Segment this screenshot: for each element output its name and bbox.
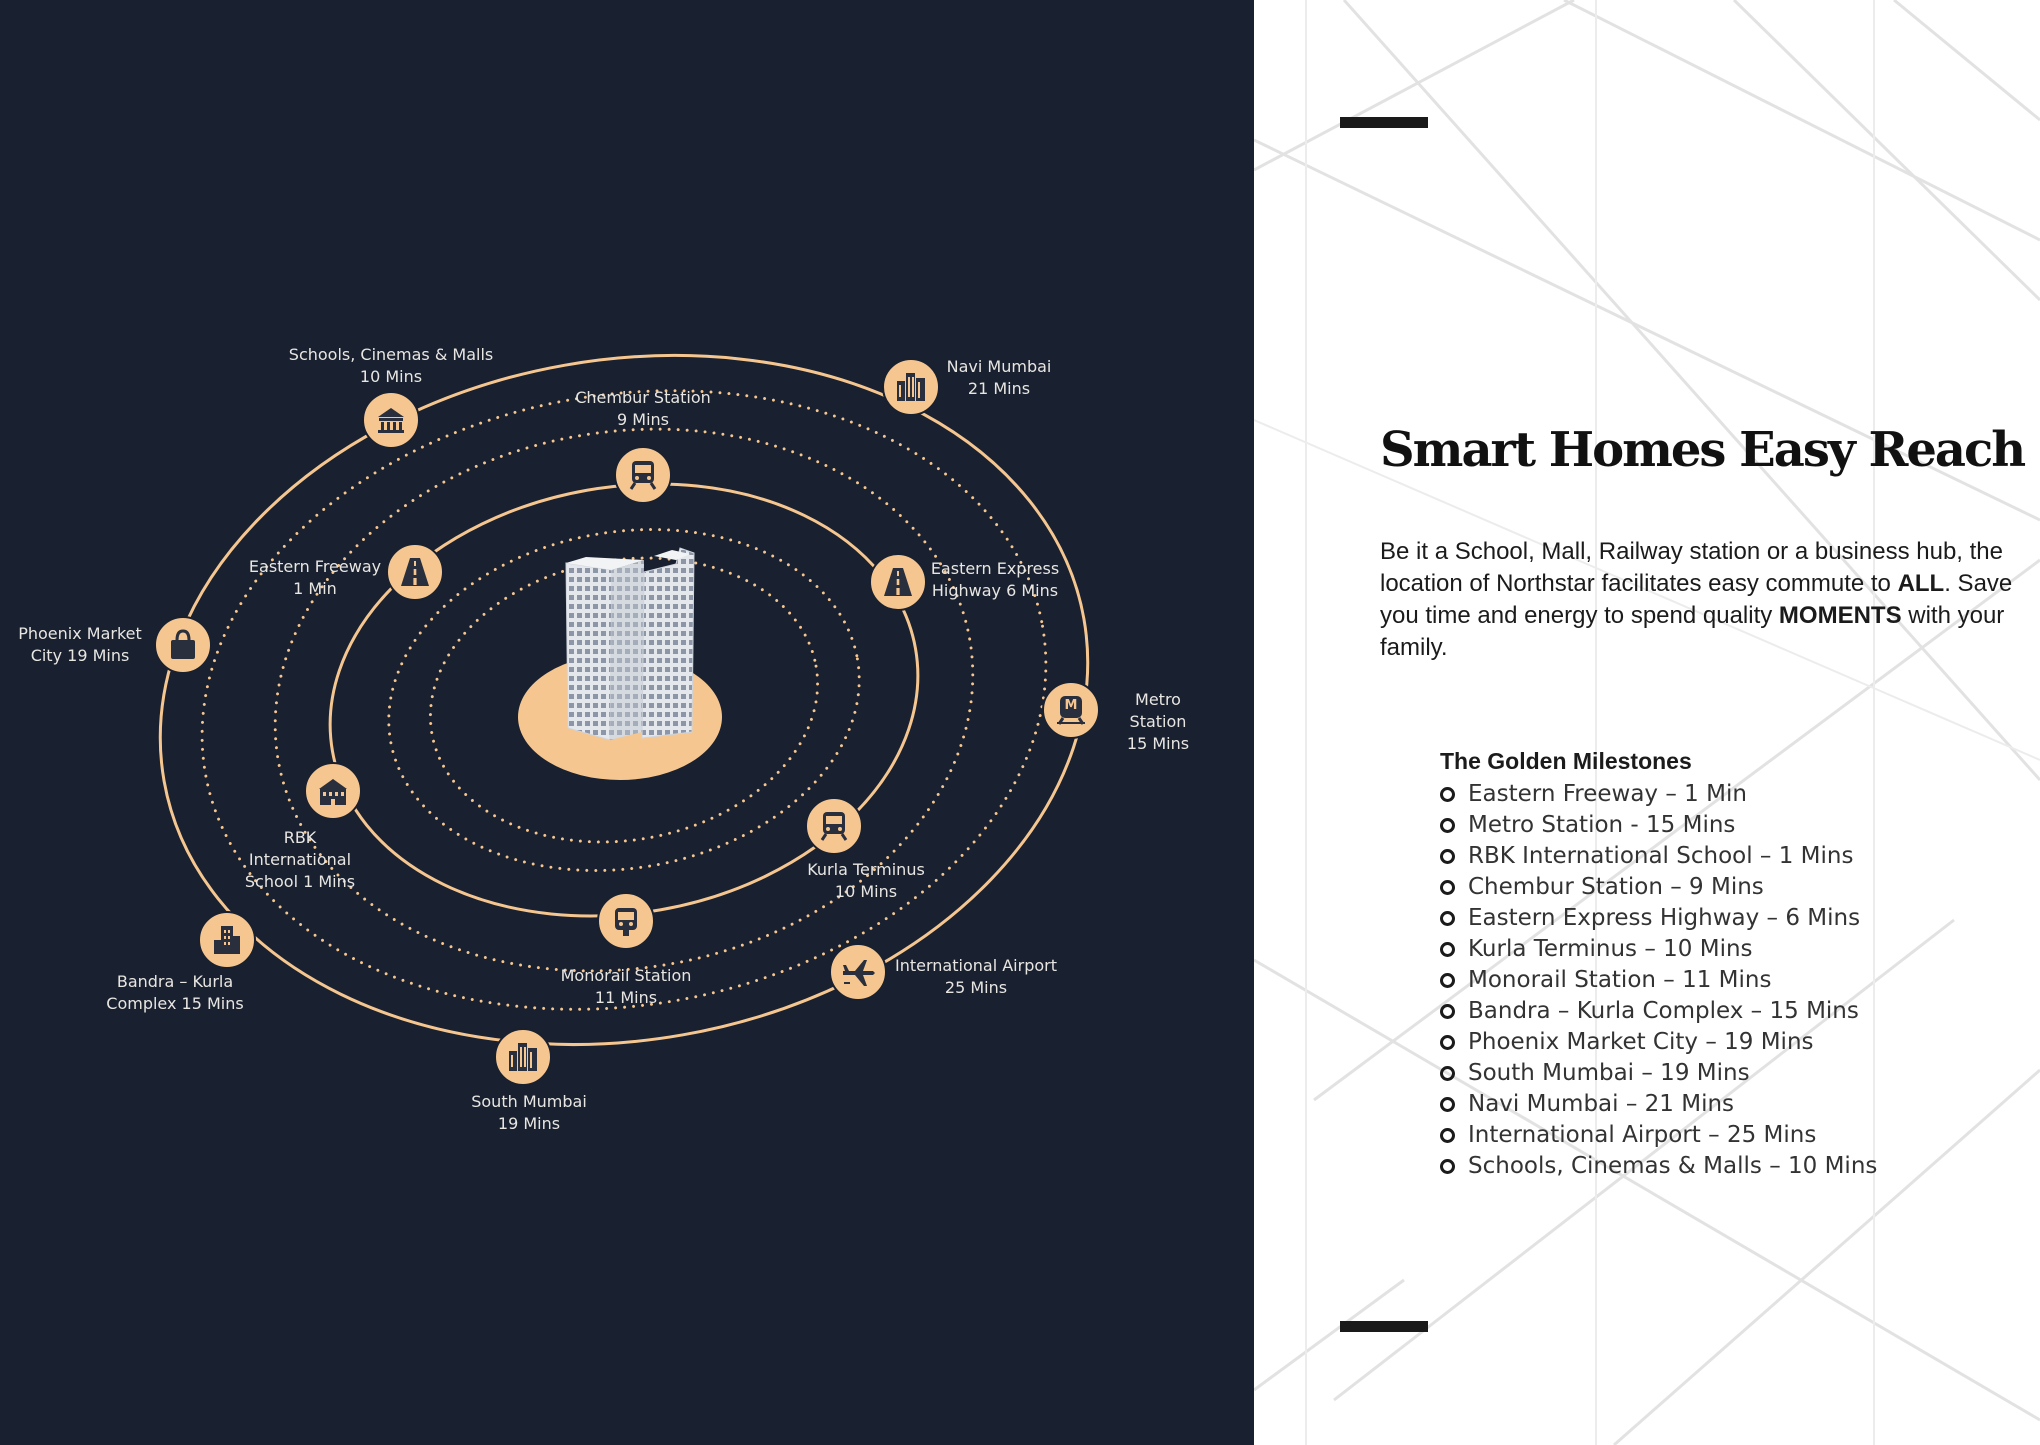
milestone-text: Monorail Station – 11 Mins	[1468, 967, 1772, 993]
circle-bullet-icon	[1440, 911, 1455, 926]
intro-emphasis-all: ALL	[1897, 570, 1945, 597]
svg-text:M: M	[1064, 698, 1078, 713]
circle-bullet-icon	[1440, 880, 1455, 895]
label-eastern-express-highway: Eastern Express Highway 6 Mins	[930, 559, 1060, 600]
node-metro	[1043, 682, 1099, 738]
label-eastern-freeway: Eastern Freeway 1 Min	[248, 557, 382, 598]
node-bkc	[199, 912, 255, 968]
intro-text-2: . Save you time and energy to spend quality	[1380, 570, 2013, 629]
milestone-text: Navi Mumbai – 21 Mins	[1468, 1091, 1735, 1117]
node-chembur	[615, 447, 671, 503]
page-title: Smart Homes Easy Reach	[1380, 422, 2025, 478]
circle-bullet-icon	[1440, 787, 1455, 802]
tower-building-illustration	[566, 548, 694, 740]
node-airport	[830, 944, 886, 1000]
intro-emphasis-moments: MOMENTS	[1778, 602, 1902, 629]
list-item	[1440, 1089, 1877, 1120]
bottom-accent-dash	[1340, 1321, 1428, 1332]
label-south-mumbai: South Mumbai 19 Mins	[471, 1092, 587, 1133]
list-item	[1440, 810, 1877, 841]
milestone-text: Schools, Cinemas & Malls – 10 Mins	[1468, 1153, 1878, 1179]
intro-paragraph	[1380, 536, 2020, 664]
node-monorail	[598, 893, 654, 949]
label-schools-cinemas-malls: Schools, Cinemas & Malls 10 Mins	[288, 345, 494, 386]
milestone-text: Bandra – Kurla Complex – 15 Mins	[1468, 998, 1859, 1024]
list-item	[1440, 903, 1877, 934]
circle-bullet-icon	[1440, 818, 1455, 833]
label-bandra-kurla-complex: Bandra – Kurla Complex 15 Mins	[106, 972, 244, 1013]
milestone-text: Kurla Terminus – 10 Mins	[1468, 936, 1753, 962]
list-item	[1440, 872, 1877, 903]
label-phoenix-market-city: Phoenix Market City 19 Mins	[18, 624, 142, 665]
list-item	[1440, 1027, 1877, 1058]
node-kurla	[806, 798, 862, 854]
circle-bullet-icon	[1440, 942, 1455, 957]
top-accent-dash	[1340, 117, 1428, 128]
label-metro-station: Metro Station 15 Mins	[1126, 690, 1190, 753]
circle-bullet-icon	[1440, 1097, 1455, 1112]
list-item	[1440, 965, 1877, 996]
intro-text-3: with your family.	[1380, 602, 2005, 661]
node-south-mumbai	[495, 1029, 551, 1085]
list-item	[1440, 996, 1877, 1027]
milestones-heading: The Golden Milestones	[1440, 748, 1692, 774]
milestone-text: International Airport – 25 Mins	[1468, 1122, 1817, 1148]
background-line-pattern	[1254, 0, 2040, 1445]
intro-text-1: Be it a School, Mall, Railway station or a business hub, the location of Northstar facilitates easy commute to	[1380, 538, 2003, 597]
milestone-text: Metro Station - 15 Mins	[1468, 812, 1736, 838]
label-chembur-station: Chembur Station 9 Mins	[575, 388, 711, 429]
milestone-text: South Mumbai – 19 Mins	[1468, 1060, 1750, 1086]
node-phoenix	[155, 617, 211, 673]
milestone-text: Eastern Freeway – 1 Min	[1468, 781, 1747, 807]
circle-bullet-icon	[1440, 1004, 1455, 1019]
label-monorail-station: Monorail Station 11 Mins	[560, 966, 692, 1007]
label-international-airport: International Airport 25 Mins	[895, 956, 1057, 997]
milestone-text: RBK International School – 1 Mins	[1468, 843, 1854, 869]
label-kurla-terminus: Kurla Terminus 10 Mins	[807, 860, 925, 901]
circle-bullet-icon	[1440, 1159, 1455, 1174]
list-item	[1440, 779, 1877, 810]
circle-bullet-icon	[1440, 849, 1455, 864]
list-item	[1440, 1058, 1877, 1089]
list-item	[1440, 1151, 1877, 1182]
list-item	[1440, 1120, 1877, 1151]
list-item	[1440, 934, 1877, 965]
node-navi-mumbai	[883, 359, 939, 415]
circle-bullet-icon	[1440, 1128, 1455, 1143]
milestone-text: Eastern Express Highway – 6 Mins	[1468, 905, 1861, 931]
label-navi-mumbai: Navi Mumbai 21 Mins	[946, 357, 1052, 398]
circle-bullet-icon	[1440, 973, 1455, 988]
list-item	[1440, 841, 1877, 872]
info-panel	[1254, 0, 2040, 1445]
circle-bullet-icon	[1440, 1035, 1455, 1050]
circle-bullet-icon	[1440, 1066, 1455, 1081]
node-schools	[363, 392, 419, 448]
milestone-text: Chembur Station – 9 Mins	[1468, 874, 1764, 900]
label-rbk-international-school: RBK International School 1 Mins	[244, 828, 356, 891]
node-eastern-freeway	[387, 544, 443, 600]
milestone-text: Phoenix Market City – 19 Mins	[1468, 1029, 1814, 1055]
node-eastern-express	[870, 554, 926, 610]
node-rbk	[305, 763, 361, 819]
milestones-list	[1440, 779, 1877, 1182]
